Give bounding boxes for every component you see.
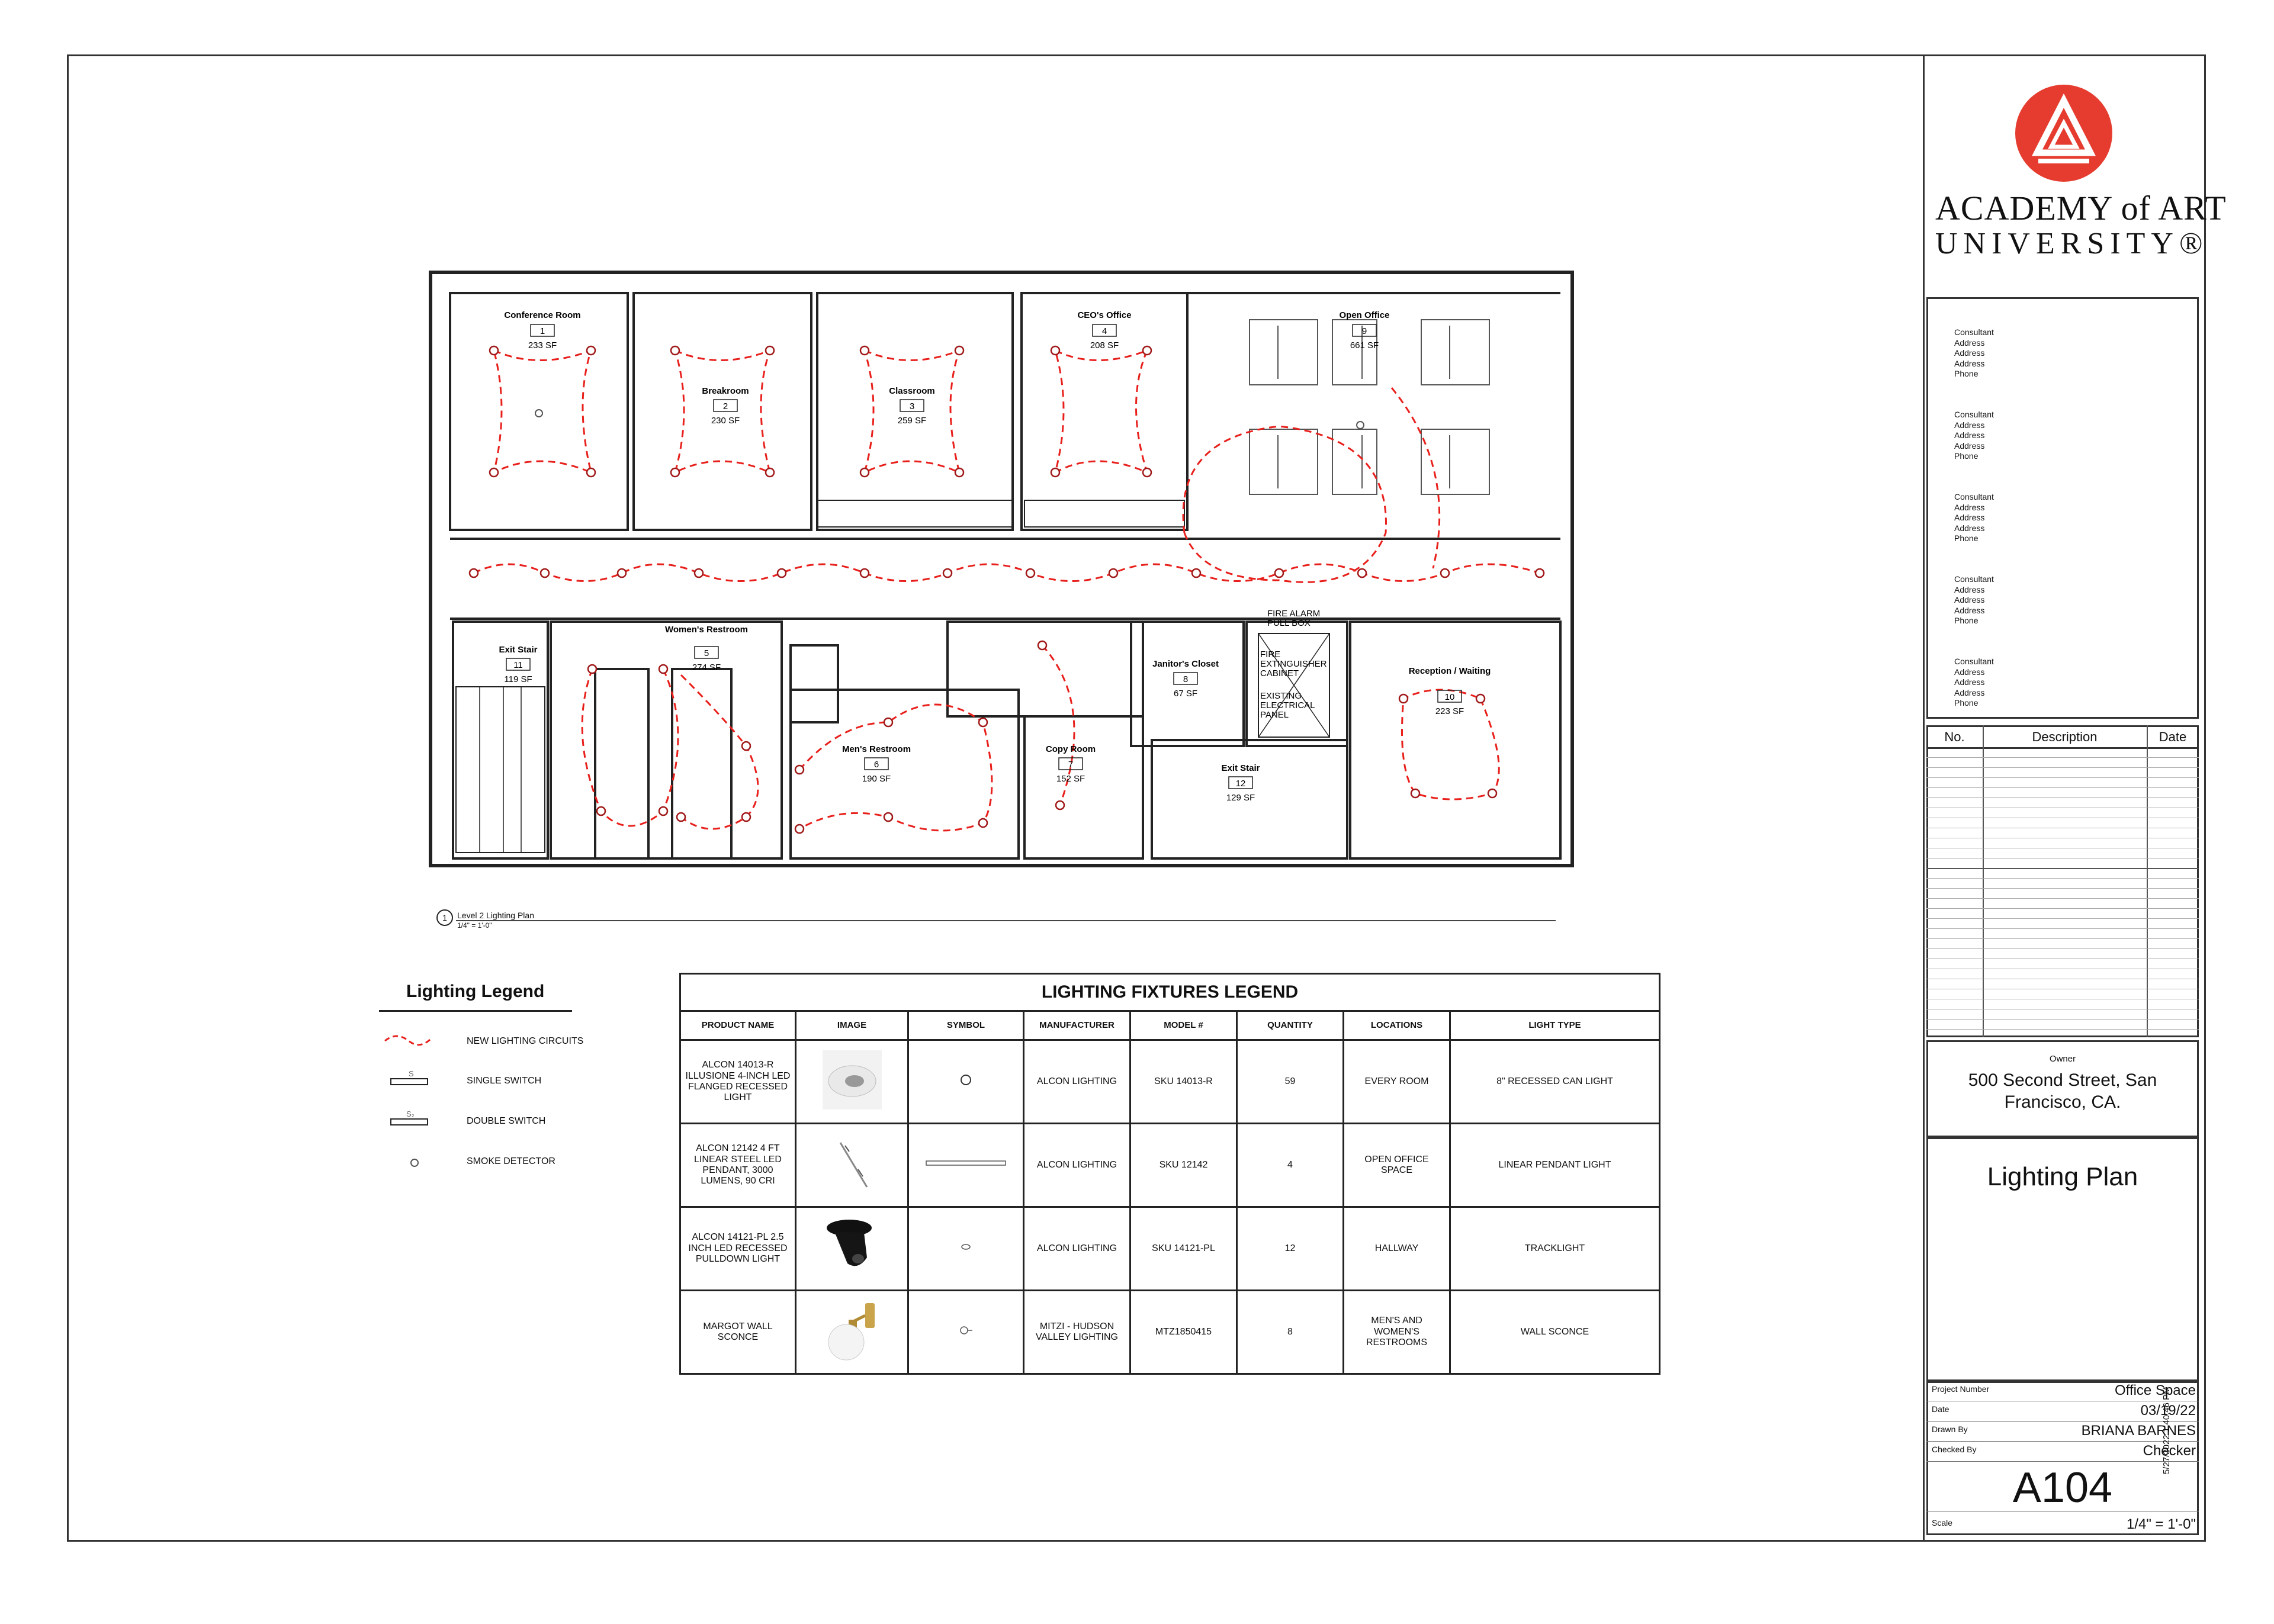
- cell-locations: OPEN OFFICE SPACE: [1344, 1124, 1450, 1207]
- cell-locations: HALLWAY: [1344, 1207, 1450, 1291]
- room-number-2: 2: [722, 401, 728, 411]
- cell-type: 8" RECESSED CAN LIGHT: [1450, 1040, 1660, 1124]
- room-area-2: 230 SF: [711, 416, 740, 426]
- room-number-6: 6: [873, 760, 879, 770]
- view-number: 1: [436, 909, 453, 926]
- consultant-line: Consultant: [1954, 410, 1994, 419]
- revision-row-line: [1926, 777, 2199, 778]
- consultant-line: Address: [1954, 430, 1985, 440]
- revision-row-line: [1926, 797, 2199, 798]
- header-model: MODEL #: [1130, 1011, 1237, 1040]
- cell-product: ALCON 14013-R ILLUSIONE 4-INCH LED FLANGED RECESSED LIGHT: [680, 1040, 796, 1124]
- revision-row-line: [1926, 908, 2199, 909]
- linear-symbol: [908, 1124, 1024, 1207]
- cell-quantity: 12: [1237, 1207, 1344, 1291]
- room-area-3: 259 SF: [897, 416, 927, 426]
- consultant-line: Address: [1954, 420, 1985, 430]
- revision-row-line: [1926, 888, 2199, 889]
- room-number-11: 11: [513, 660, 523, 670]
- pulldown-image: [796, 1207, 908, 1291]
- header-product: PRODUCT NAME: [680, 1011, 796, 1040]
- cell-model: SKU 14121-PL: [1130, 1207, 1237, 1291]
- sconce-symbol: [908, 1291, 1024, 1374]
- owner-address-line1: 500 Second Street, San: [1968, 1070, 2157, 1090]
- legend-label-circuits: NEW LIGHTING CIRCUITS: [467, 1036, 584, 1046]
- info-line-3: [1926, 1441, 2199, 1442]
- room-area-10: 223 SF: [1435, 706, 1464, 716]
- recessed-symbol: [908, 1040, 1024, 1124]
- revision-col-line-2: [2147, 725, 2148, 1037]
- revision-row-line: [1926, 878, 2199, 879]
- room-area-8: 67 SF: [1173, 689, 1198, 699]
- rev-header-no: No.: [1944, 729, 1965, 744]
- smoke-detectors: [535, 410, 1364, 429]
- rev-header-description: Description: [2032, 729, 2098, 744]
- track-symbol: [908, 1207, 1024, 1291]
- recessed-can-image: [796, 1040, 908, 1124]
- cell-manufacturer: ALCON LIGHTING: [1024, 1124, 1130, 1207]
- room-area-11: 119 SF: [504, 674, 532, 684]
- logo-text-line1: ACADEMY of ART: [1935, 189, 2227, 227]
- sheet-title: Lighting Plan: [1987, 1162, 2138, 1191]
- date-label: Date: [1932, 1404, 1949, 1414]
- consultant-line: Address: [1954, 605, 1985, 615]
- single-switch-icon: [391, 1069, 428, 1085]
- revision-row-line: [1926, 767, 2199, 768]
- header-manufacturer: MANUFACTURER: [1024, 1011, 1130, 1040]
- info-line-2: [1926, 1421, 2199, 1422]
- room-name-1: Conference Room: [504, 310, 581, 320]
- header-symbol: SYMBOL: [908, 1011, 1024, 1040]
- sheet-number: A104: [2012, 1464, 2113, 1512]
- legend-underline: [379, 1010, 572, 1012]
- cell-model: MTZ1850415: [1130, 1291, 1237, 1374]
- revision-row-line: [1926, 1019, 2199, 1020]
- revision-row-line: [1926, 928, 2199, 929]
- table-row: [680, 1291, 1660, 1374]
- room-area-9: 661 SF: [1350, 340, 1379, 350]
- drawn-by-label: Drawn By: [1932, 1424, 1968, 1434]
- consultant-line: Address: [1954, 348, 1985, 358]
- consultant-line: Address: [1954, 513, 1985, 522]
- legend-label-smoke-detector: SMOKE DETECTOR: [467, 1156, 555, 1166]
- room-area-7: 152 SF: [1056, 774, 1085, 784]
- note-electrical-1: EXISTING: [1260, 691, 1302, 701]
- floor-plan: [415, 261, 1599, 935]
- consultant-line: Consultant: [1954, 327, 1994, 337]
- cell-model: SKU 12142: [1130, 1124, 1237, 1207]
- revision-header-line: [1926, 747, 2199, 749]
- revision-table: [1926, 725, 2199, 1037]
- room-area-4: 208 SF: [1090, 340, 1119, 350]
- consultant-line: Phone: [1954, 533, 1978, 543]
- consultant-line: Address: [1954, 687, 1985, 697]
- cell-manufacturer: ALCON LIGHTING: [1024, 1207, 1130, 1291]
- room-number-8: 8: [1183, 674, 1189, 684]
- consultant-line: Address: [1954, 358, 1985, 368]
- room-number-3: 3: [909, 401, 915, 411]
- scale-value: 1/4" = 1'-0": [2126, 1516, 2196, 1532]
- room-name-5: Women's Restroom: [665, 625, 748, 635]
- room-number-4: 4: [1101, 326, 1107, 336]
- info-line-4: [1926, 1461, 2199, 1462]
- rev-header-date: Date: [2159, 729, 2187, 744]
- note-electrical-3: PANEL: [1260, 710, 1289, 720]
- date-value: 03/19/22: [2140, 1403, 2196, 1419]
- revision-row-line: [1926, 1029, 2199, 1030]
- consultant-line: Address: [1954, 502, 1985, 512]
- academy-logo-icon: [2013, 83, 2114, 184]
- consultant-line: Address: [1954, 667, 1985, 677]
- note-extinguisher-3: CABINET: [1260, 668, 1299, 678]
- view-title: Level 2 Lighting Plan: [457, 911, 534, 920]
- revision-row-line: [1926, 868, 2199, 869]
- note-fire-alarm-1: FIRE ALARM: [1267, 609, 1321, 619]
- owner-label: Owner: [2049, 1054, 2076, 1064]
- revision-col-line-1: [1983, 725, 1984, 1037]
- cell-type: WALL SCONCE: [1450, 1291, 1660, 1374]
- cell-quantity: 59: [1237, 1040, 1344, 1124]
- consultant-line: Address: [1954, 595, 1985, 604]
- plan-notes: [1260, 609, 1327, 720]
- consultant-line: Address: [1954, 440, 1985, 451]
- room-area-1: 233 SF: [528, 340, 557, 350]
- room-name-4: CEO's Office: [1077, 310, 1132, 320]
- room-number-12: 12: [1235, 779, 1246, 789]
- smoke-detector-icon: [411, 1159, 418, 1166]
- legend-title: Lighting Legend: [406, 982, 545, 1001]
- cell-locations: MEN'S AND WOMEN'S RESTROOMS: [1344, 1291, 1450, 1374]
- table-row: [680, 1124, 1660, 1207]
- header-quantity: QUANTITY: [1237, 1011, 1344, 1040]
- revision-row-line: [1926, 787, 2199, 788]
- room-area-12: 129 SF: [1226, 793, 1255, 803]
- room-number-7: 7: [1068, 760, 1074, 770]
- note-electrical-2: ELECTRICAL: [1260, 700, 1315, 710]
- cell-product: MARGOT WALL SCONCE: [680, 1291, 796, 1374]
- checked-by-label: Checked By: [1932, 1445, 1977, 1454]
- consultant-line: Address: [1954, 584, 1985, 594]
- consultant-line: Consultant: [1954, 492, 1994, 501]
- revision-row-line: [1926, 757, 2199, 758]
- view-scale: 1/4" = 1'-0": [457, 921, 492, 930]
- room-name-3: Classroom: [889, 386, 935, 396]
- recessed-lights: [470, 346, 1544, 833]
- note-extinguisher-1: FIRE: [1260, 649, 1281, 660]
- room-name-6: Men's Restroom: [841, 744, 911, 754]
- room-number-5: 5: [704, 648, 709, 658]
- double-switch-icon: [391, 1110, 428, 1125]
- room-name-7: Copy Room: [1045, 744, 1096, 754]
- cell-quantity: 4: [1237, 1124, 1344, 1207]
- owner-address-line2: Francisco, CA.: [2004, 1092, 2121, 1112]
- timestamp: 5/27/2022 1:40:46 PM: [2161, 1387, 2172, 1474]
- cell-product: ALCON 14121-PL 2.5 INCH LED RECESSED PULLDOWN LIGHT: [680, 1207, 796, 1291]
- revision-row-line: [1926, 898, 2199, 899]
- cell-quantity: 8: [1237, 1291, 1344, 1374]
- fixtures-title: LIGHTING FIXTURES LEGEND: [680, 974, 1660, 1011]
- consultant-line: Phone: [1954, 369, 1978, 378]
- room-number-1: 1: [539, 326, 545, 336]
- consultant-line: Phone: [1954, 616, 1978, 625]
- header-locations: LOCATIONS: [1344, 1011, 1450, 1040]
- cell-product: ALCON 12142 4 FT LINEAR STEEL LED PENDANT, 3000 LUMENS, 90 CRI: [680, 1124, 796, 1207]
- note-extinguisher-2: EXTINGUISHER: [1260, 659, 1327, 669]
- room-name-9: Open Office: [1339, 310, 1390, 320]
- circuit-icon: [385, 1036, 432, 1045]
- room-area-5: 274 SF: [692, 663, 721, 673]
- consultant-line: Consultant: [1954, 657, 1994, 666]
- cell-locations: EVERY ROOM: [1344, 1040, 1450, 1124]
- logo-text-line2: UNIVERSITY®: [1935, 227, 2209, 261]
- svg-text:S: S: [409, 1069, 414, 1078]
- room-name-10: Reception / Waiting: [1408, 666, 1491, 676]
- note-fire-alarm-2: PULL BOX: [1267, 618, 1311, 628]
- table-row: [680, 1207, 1660, 1291]
- room-number-10: 10: [1444, 692, 1455, 702]
- view-title-line: [456, 911, 1556, 921]
- consultant-line: Address: [1954, 337, 1985, 348]
- cell-manufacturer: MITZI - HUDSON VALLEY LIGHTING: [1024, 1291, 1130, 1374]
- cell-type: LINEAR PENDANT LIGHT: [1450, 1124, 1660, 1207]
- room-name-2: Breakroom: [702, 386, 749, 396]
- walls: [431, 272, 1572, 866]
- consultant-line: Consultant: [1954, 574, 1994, 584]
- project-number-label: Project Number: [1932, 1384, 1990, 1394]
- linear-pendant-image: [796, 1124, 908, 1207]
- project-number: Office Space: [2115, 1382, 2196, 1398]
- scale-label: Scale: [1932, 1518, 1953, 1527]
- checked-by: Checker: [2143, 1443, 2196, 1459]
- cell-manufacturer: ALCON LIGHTING: [1024, 1040, 1130, 1124]
- cell-type: TRACKLIGHT: [1450, 1207, 1660, 1291]
- sconce-image: [796, 1291, 908, 1374]
- revision-row-line: [1926, 938, 2199, 939]
- svg-text:S₂: S₂: [406, 1110, 415, 1118]
- legend-label-double-switch: DOUBLE SWITCH: [467, 1116, 546, 1126]
- fixtures-table: [679, 973, 1660, 1375]
- header-type: LIGHT TYPE: [1450, 1011, 1660, 1040]
- consultant-line: Phone: [1954, 698, 1978, 708]
- drawn-by: BRIANA BARNES: [2081, 1423, 2196, 1439]
- room-name-8: Janitor's Closet: [1152, 659, 1219, 669]
- room-area-6: 190 SF: [862, 774, 891, 784]
- revision-row-line: [1926, 948, 2199, 949]
- cell-model: SKU 14013-R: [1130, 1040, 1237, 1124]
- room-name-11: Exit Stair: [499, 645, 538, 655]
- header-image: IMAGE: [796, 1011, 908, 1040]
- consultant-line: Address: [1954, 677, 1985, 687]
- room-name-12: Exit Stair: [1221, 763, 1260, 773]
- legend-icons: [384, 1030, 437, 1172]
- table-row: [680, 1040, 1660, 1124]
- revision-row-line: [1926, 918, 2199, 919]
- consultant-line: Phone: [1954, 451, 1978, 461]
- consultant-line: Address: [1954, 523, 1985, 533]
- legend-label-single-switch: SINGLE SWITCH: [467, 1076, 542, 1086]
- room-number-9: 9: [1361, 326, 1367, 336]
